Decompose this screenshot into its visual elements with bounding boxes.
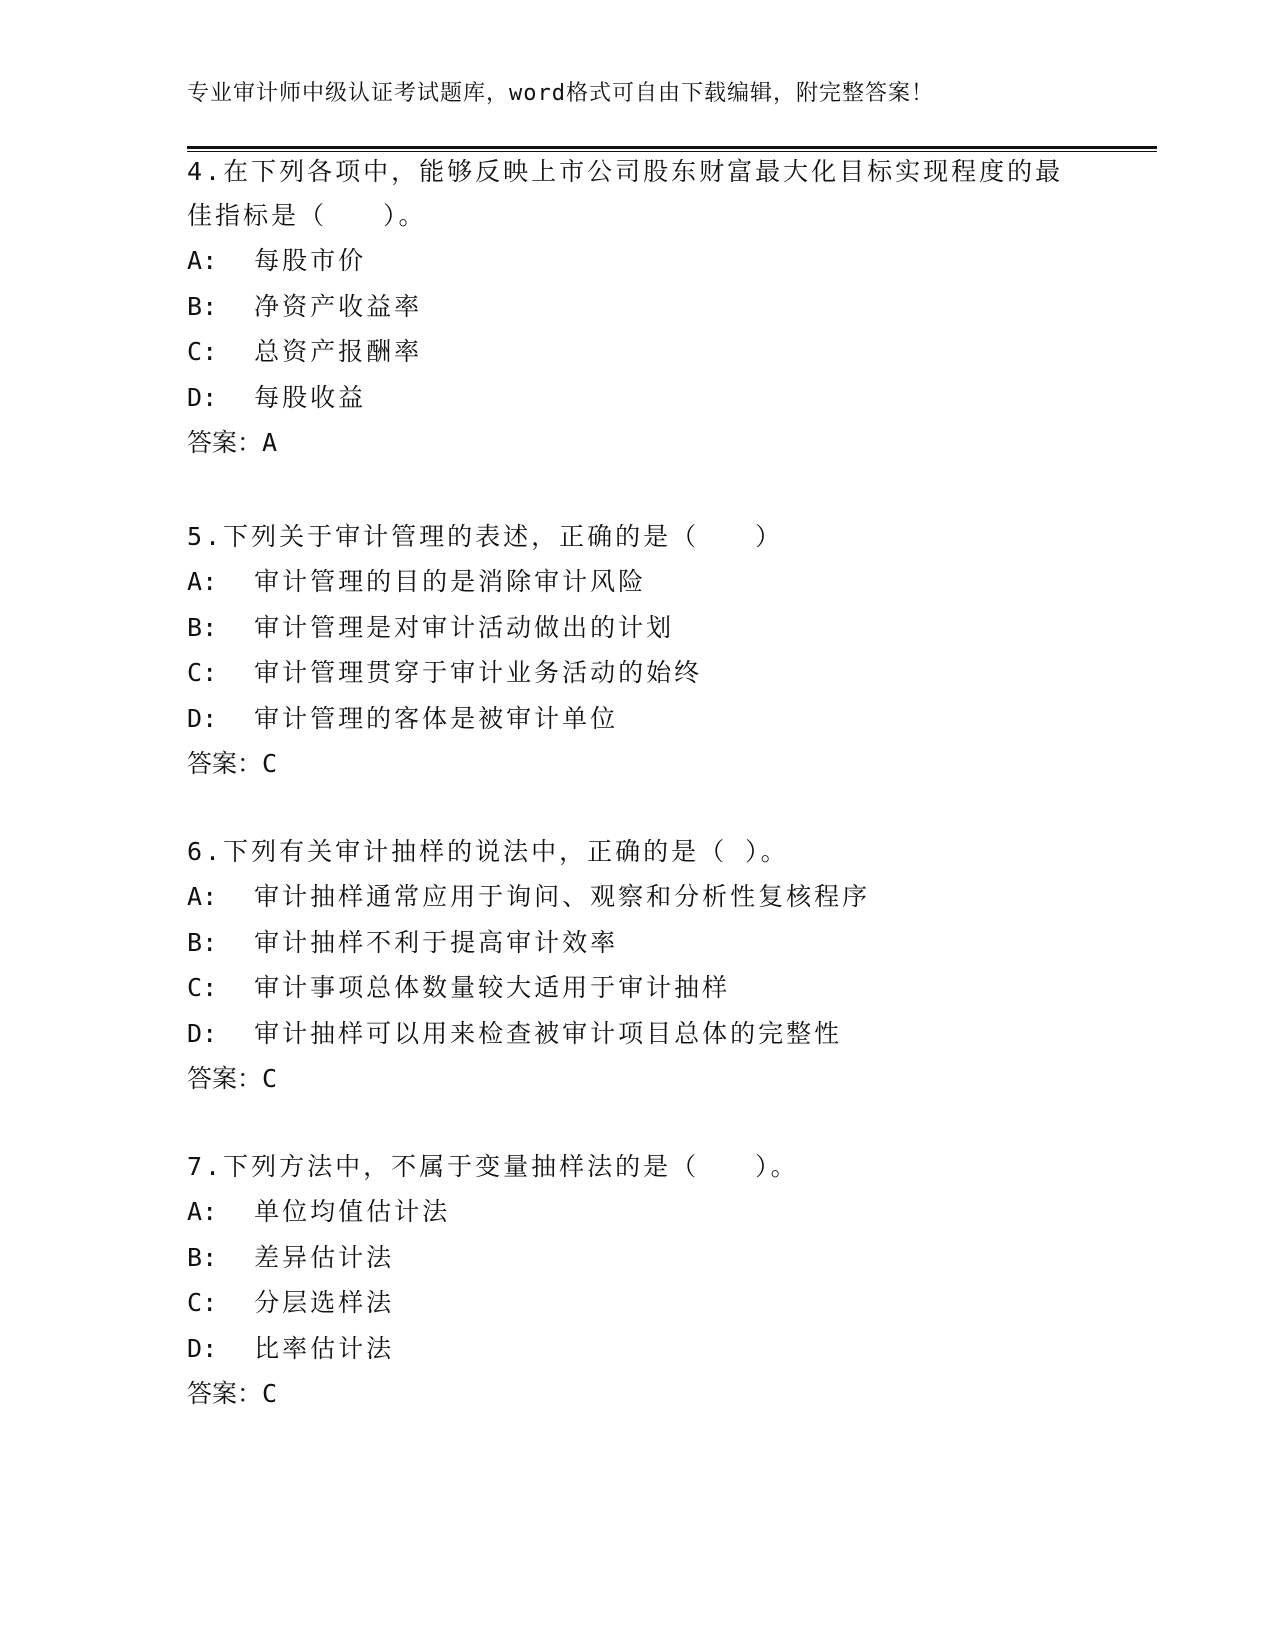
answer-line: 答案：C bbox=[187, 1064, 278, 1093]
option-d: D: 审计管理的客体是被审计单位 bbox=[187, 703, 619, 733]
option-b: B: 净资产收益率 bbox=[187, 291, 423, 321]
header-rule-thick bbox=[187, 146, 1157, 149]
option-d: D: 比率估计法 bbox=[187, 1333, 395, 1363]
question-4 bbox=[187, 150, 1087, 466]
option-d: D: 审计抽样可以用来检查被审计项目总体的完整性 bbox=[187, 1018, 843, 1048]
question-6 bbox=[187, 830, 1087, 1102]
option-c: C: 分层选样法 bbox=[187, 1288, 395, 1317]
answer-line: 答案：C bbox=[187, 1379, 278, 1408]
option-c: C: 审计管理贯穿于审计业务活动的始终 bbox=[187, 658, 703, 687]
document-header: 专业审计师中级认证考试题库，word格式可自由下载编辑，附完整答案！ bbox=[187, 81, 934, 106]
question-text: 7.下列方法中，不属于变量抽样法的是（ ）。 bbox=[187, 1152, 799, 1181]
option-a: A: 单位均值估计法 bbox=[187, 1197, 451, 1226]
question-5 bbox=[187, 515, 1087, 787]
option-b: B: 差异估计法 bbox=[187, 1242, 395, 1272]
option-a: A: 每股市价 bbox=[187, 246, 367, 275]
option-c: C: 总资产报酬率 bbox=[187, 337, 423, 366]
answer-line: 答案：A bbox=[187, 428, 278, 457]
question-text: 5.下列关于审计管理的表述，正确的是（ ） bbox=[187, 522, 784, 551]
answer-line: 答案：C bbox=[187, 749, 278, 778]
option-c: C: 审计事项总体数量较大适用于审计抽样 bbox=[187, 973, 731, 1002]
option-a: A: 审计抽样通常应用于询问、观察和分析性复核程序 bbox=[187, 882, 871, 911]
option-d: D: 每股收益 bbox=[187, 382, 367, 412]
question-text: 6.下列有关审计抽样的说法中，正确的是（ ）。 bbox=[187, 837, 789, 866]
question-text: 4.在下列各项中，能够反映上市公司股东财富最大化目标实现程度的最佳指标是（ ）。 bbox=[187, 157, 1064, 230]
question-7 bbox=[187, 1145, 1087, 1417]
option-b: B: 审计抽样不利于提高审计效率 bbox=[187, 927, 619, 957]
option-a: A: 审计管理的目的是消除审计风险 bbox=[187, 567, 647, 596]
option-b: B: 审计管理是对审计活动做出的计划 bbox=[187, 612, 675, 642]
